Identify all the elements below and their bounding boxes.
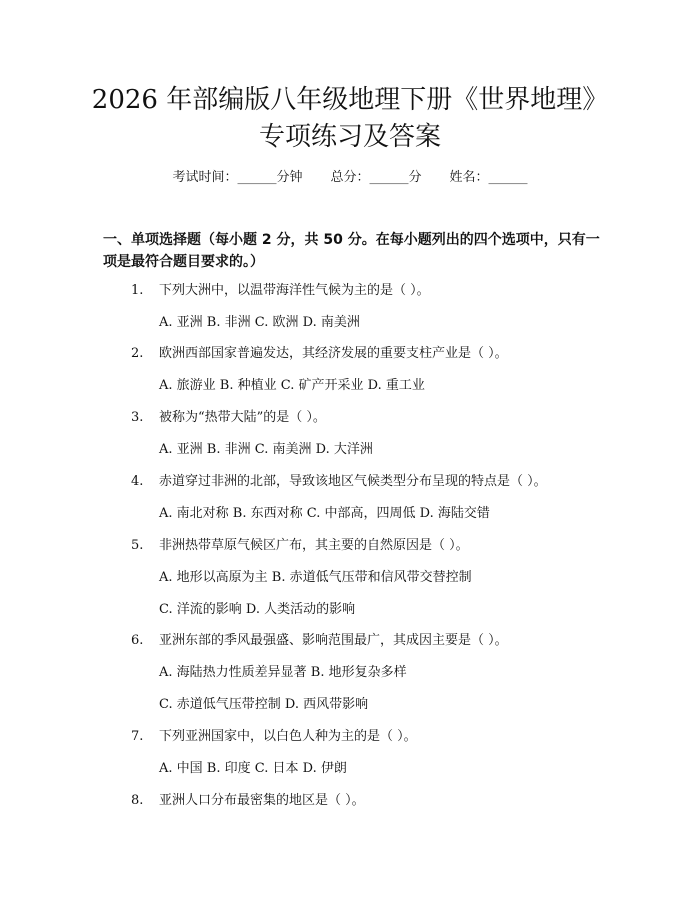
question-7 (131, 728, 417, 746)
question-text: 下列亚洲国家中，以白色人种为主的是（ ）。 (159, 729, 417, 744)
question-text: 赤道穿过非洲的北部，导致该地区气候类型分布呈现的特点是（ ）。 (159, 474, 547, 489)
question-2 (131, 345, 508, 363)
question-7-options: A. 中国 B. 印度 C. 日本 D. 伊朗 (159, 761, 347, 776)
question-text: 被称为“热带大陆”的是（ ）。 (159, 410, 326, 425)
question-number: 6. (131, 633, 144, 648)
question-5-options-line-1: A. 地形以高原为主 B. 赤道低气压带和信风带交替控制 (159, 570, 472, 585)
question-text: 亚洲东部的季风最强盛、影响范围最广，其成因主要是（ ）。 (159, 633, 508, 648)
question-8 (131, 792, 365, 810)
question-6-options-line-1: A. 海陆热力性质差异显著 B. 地形复杂多样 (159, 665, 407, 680)
question-2-options: A. 旅游业 B. 种植业 C. 矿产开采业 D. 重工业 (159, 378, 425, 393)
question-6 (131, 632, 508, 650)
question-3 (131, 409, 326, 427)
question-4-options: A. 南北对称 B. 东西对称 C. 中部高，四周低 D. 海陆交错 (159, 506, 490, 521)
question-number: 7. (131, 729, 144, 744)
question-1-options: A. 亚洲 B. 非洲 C. 欧洲 D. 南美洲 (159, 315, 360, 330)
question-number: 3. (131, 410, 144, 425)
question-5-options-line-2: C. 洋流的影响 D. 人类活动的影响 (159, 602, 356, 617)
student-name-field: 姓名：______ (449, 170, 528, 185)
question-text: 非洲热带草原气候区广布，其主要的自然原因是（ ）。 (159, 538, 469, 553)
question-text: 亚洲人口分布最密集的地区是（ ）。 (159, 793, 365, 808)
question-text: 欧洲西部国家普遍发达，其经济发展的重要支柱产业是（ ）。 (159, 346, 508, 361)
exam-meta (60, 169, 640, 187)
exam-time-field: 考试时间：______分钟 (172, 170, 303, 185)
question-number: 8. (131, 793, 144, 808)
question-5 (131, 537, 469, 555)
question-6-options-line-2: C. 赤道低气压带控制 D. 西风带影响 (159, 697, 369, 712)
question-number: 1. (131, 283, 144, 298)
question-text: 下列大洲中，以温带海洋性气候为主的是（ ）。 (159, 283, 430, 298)
section-heading: 一、单项选择题（每小题 2 分，共 50 分。在每小题列出的四个选项中，只有一项是最符合题目要求的。） (103, 232, 600, 270)
question-number: 4. (131, 474, 144, 489)
question-number: 5. (131, 538, 144, 553)
question-3-options: A. 亚洲 B. 非洲 C. 南美洲 D. 大洋洲 (159, 442, 373, 457)
title-line-1: 2026 年部编版八年级地理下册《世界地理》 (91, 85, 609, 115)
question-1 (131, 282, 430, 300)
title-line-2: 专项练习及答案 (258, 122, 441, 152)
total-score-field: 总分：______分 (330, 170, 422, 185)
question-4 (131, 473, 547, 491)
question-number: 2. (131, 346, 144, 361)
